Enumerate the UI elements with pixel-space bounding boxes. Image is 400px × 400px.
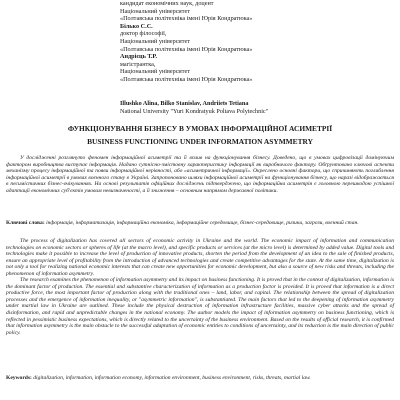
author-detail-line: «Полтавська політехніка імені Юрія Кондратюка» <box>120 45 253 53</box>
authors-affiliation-en: National University "Yuri Kondratyuk Poltava Polytechnic" <box>120 107 269 115</box>
author-detail-line: «Полтавська політехніка імені Юрія Кондратюка» <box>120 75 253 83</box>
author-detail-line: «Полтавська політехніка імені Юрія Кондратюка» <box>120 15 253 23</box>
keywords-en <box>6 375 394 382</box>
authors-block-en <box>120 100 390 115</box>
authors-block-ua <box>120 0 390 84</box>
author-name: Андрієць Т.Р. <box>120 53 157 61</box>
abstract-en-paragraph: The research examines the phenomenon of information asymmetry and its impact on business functioning. It is proved that in the context of digitalization, information is the dominant factor of production. The essential and substantive characterization of information as a production factor is provided. It is proved that information is a direct productive force, the most important factor of production along with the traditional ones – land, labor, and capital. The relationship between the spread of digitalization processes and the emergence of information inequality, or "asymmetric information", is substantiated. The main factors that led to the deepening of information asymmetry under martial law in Ukraine are outlined. These include the physical destruction of information infrastructure facilities, massive cyber attacks and the spread of disinformation, and rapid and unpredictable changes in the national economy. The author models the impact of information asymmetry on business functioning, which is reflected in pessimistic business expectations, which is directly related to the uncertainty of the business environment. Based on the results of official research, it is confirmed that information asymmetry is the main obstacle to the successful adaptation of economic entities to conditions of uncertainty, and its reduction is the main direction of public policy. <box>6 277 394 336</box>
keywords-ua <box>6 220 394 227</box>
author-detail-line: магістрантка, <box>120 60 156 68</box>
author-detail-line: доктор філософії, <box>120 30 167 38</box>
article-title-en: BUSINESS FUNCTIONING UNDER INFORMATION ASYMMETRY <box>87 137 313 146</box>
authors-names-en: Illushko Alina, Bilko Stanislav, Andriiets Tetiana <box>120 100 249 107</box>
abstract-en-paragraph: The process of digitalization has covered all sectors of economic activity in Ukraine and the world. The economic impact of information and communication technologies on economic sectors or spheres of life (at the macro level), and specific products or services (at the micro level) is determined by added value. Digital tools and technologies make it possible to increase the level of production of innovative products, shorten the period from the development of an idea to the sale of finished products, ensure an appropriate level of profitability from the introduction of advanced technologies and create competitive advantages for the state. At the same time, digitalization is not only a tool for realizing national economic interests that can create new opportunities for economic development, but also a source of new risks and threats, including the phenomenon of information asymmetry. <box>6 238 394 277</box>
author-detail-line: Національний університет <box>120 37 190 45</box>
author-detail-line: Національний університет <box>120 7 190 15</box>
author-detail-line: Національний університет <box>120 68 190 76</box>
keywords-en-label: Keywords: <box>6 375 32 381</box>
keywords-ua-label: Ключові слова: <box>6 220 45 226</box>
keywords-ua-text: інформація, інформатизація, інформаційна економіка, інформаційне середовище, бізнес-середовище, ризики, загрози, воєнний стан. <box>46 220 359 226</box>
author-detail-line: кандидат економічних наук, доцент <box>120 0 214 7</box>
author-name: Білько С.С. <box>120 22 153 30</box>
article-title-ua: ФУНКЦІОНУВАННЯ БІЗНЕСУ В УМОВАХ ІНФОРМАЦІЙНОЇ АСИМЕТРІЇ <box>67 124 333 133</box>
abstract-ua <box>6 155 394 194</box>
abstract-ua-paragraph: У дослідженні розглянуто феномен інформаційної асиметрії та її вплив на функціонування бізнесу. Доведено, що в умовах цифровізації домінуючим фактором виробництва виступає інформація. Надано сутнісно-змістовну характеристику інформації як виробничого фактору. Обґрунтовано ключові аспекти механізму процесу інформаційної та появи інформаційної нерівності, або «асиметричної інформації». Окреслено основні фактори, що спричиняють поглиблення інформаційної асиметрії в умовах воєнного стану в Україні. Запропоновано шляхи інформаційної асиметрії на функціонування бізнесу, що наразі відображається в песимістичних бізнес-очікуваннях. На основі результатів офіційних досліджень підтверджено, що інформаційна асиметрія є головною перешкодою успішної адаптації економічних суб'єктів умовам невизначеності, а її зниження – основним напрямом державної політики. <box>6 155 394 194</box>
abstract-en <box>6 238 394 336</box>
keywords-en-text: digitalization, information, information economy, information environment, business environment, risks, threats, martial law. <box>33 375 311 381</box>
